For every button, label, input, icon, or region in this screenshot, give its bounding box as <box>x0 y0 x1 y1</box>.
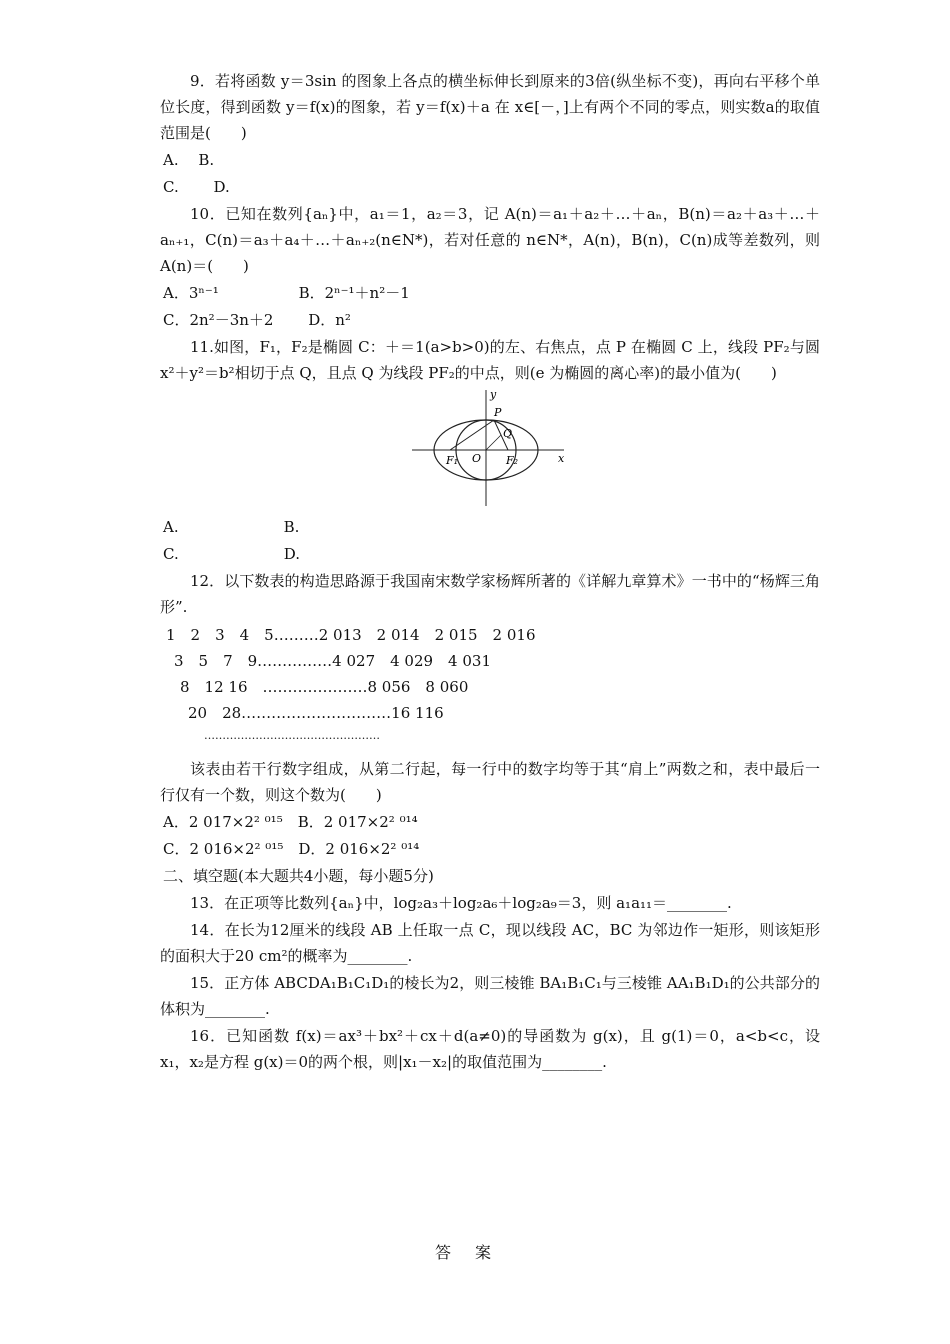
question-11-options-row-1: A. B. <box>163 518 300 536</box>
question-12-description: 该表由若干行数字组成，从第二行起，每一行中的数字均等于其“肩上”两数之和，表中最后一行仅有一个数，则这个数为( ) <box>160 760 820 804</box>
ellipse-figure <box>160 390 820 510</box>
question-14: 14．在长为12厘米的线段 AB 上任取一点 C，现以线段 AC，BC 为邻边作一矩形，则该矩形的面积大于20 cm²的概率为________. <box>160 921 820 965</box>
label-x: x <box>558 452 565 465</box>
question-9-options-row-1: A. B. <box>163 151 215 169</box>
label-f2: F₂ <box>506 454 519 467</box>
table-row-5: ………………………………………… <box>204 729 380 742</box>
label-q: Q <box>503 427 513 440</box>
section-2-heading: 二、填空题(本大题共4小题，每小题5分) <box>163 867 434 885</box>
question-12-options-row-1: A．2 017×2² ⁰¹⁵ B．2 017×2² ⁰¹⁴ <box>163 813 418 831</box>
question-12-options-row-2: C．2 016×2² ⁰¹⁵ D．2 016×2² ⁰¹⁴ <box>163 840 420 858</box>
question-10-options-row-1: A．3ⁿ⁻¹ B．2ⁿ⁻¹＋n²－1 <box>163 284 410 302</box>
question-13: 13．在正项等比数列{aₙ}中，log₂a₃＋log₂a₆＋log₂a₉＝3，则 a₁a₁₁＝________. <box>190 894 732 912</box>
yanghui-number-table <box>160 622 820 746</box>
table-row-2: 3 5 7 9……………4 027 4 029 4 031 <box>174 652 492 670</box>
ellipse-diagram <box>408 390 568 508</box>
question-10-options-row-2: C．2n²－3n＋2 D．n² <box>163 311 351 329</box>
question-9-stem: 9．若将函数 y＝3sin 的图象上各点的横坐标伸长到原来的3倍(纵坐标不变)，再向右平移个单位长度，得到函数 y＝f(x)的图象，若 y＝f(x)＋a 在 x∈[－，]上有两个不同的零点，则实数a的取值范围是( ) <box>160 72 820 142</box>
answer-heading: 答案 <box>434 1243 515 1262</box>
question-11-options-row-2: C. D. <box>163 545 300 563</box>
label-p: P <box>494 406 502 419</box>
question-12-stem: 12．以下数表的构造思路源于我国南宋数学家杨辉所著的《详解九章算术》一书中的“杨辉三角形”. <box>160 572 820 616</box>
label-y: y <box>490 390 497 401</box>
question-15: 15．正方体 ABCDA₁B₁C₁D₁的棱长为2，则三棱锥 BA₁B₁C₁与三棱锥 AA₁B₁D₁的公共部分的体积为________. <box>160 974 820 1018</box>
question-11-stem: 11.如图，F₁，F₂是椭圆 C：＋＝1(a>b>0)的左、右焦点，点 P 在椭圆 C 上，线段 PF₂与圆 x²＋y²＝b²相切于点 Q，且点 Q 为线段 PF₂的中点，则(e 为椭圆的离心率)的最小值为( ) <box>160 338 820 382</box>
label-f1: F₁ <box>446 454 459 467</box>
table-row-4: 20 28…………………………16 116 <box>188 704 444 722</box>
segment-pf1 <box>450 420 494 450</box>
label-o: O <box>472 452 482 465</box>
question-16: 16．已知函数 f(x)＝ax³＋bx²＋cx＋d(a≠0)的导函数为 g(x)，且 g(1)＝0，a<b<c，设 x₁，x₂是方程 g(x)＝0的两个根，则|x₁－x₂|的取值范围为________. <box>160 1027 820 1071</box>
question-9-options-row-2: C. D. <box>163 178 230 196</box>
question-10-stem: 10．已知在数列{aₙ}中，a₁＝1，a₂＝3，记 A(n)＝a₁＋a₂＋…＋aₙ，B(n)＝a₂＋a₃＋…＋aₙ₊₁，C(n)＝a₃＋a₄＋…＋aₙ₊₂(n∈N*)，若对任意的 n∈N*，A(n)，B(n)，C(n)成等差数列，则 A(n)＝( ) <box>160 205 820 275</box>
table-row-3: 8 12 16 …………………8 056 8 060 <box>180 678 469 696</box>
segment-oq <box>486 435 501 450</box>
document-page <box>160 68 820 1076</box>
table-row-1: 1 2 3 4 5………2 013 2 014 2 015 2 016 <box>166 626 536 644</box>
